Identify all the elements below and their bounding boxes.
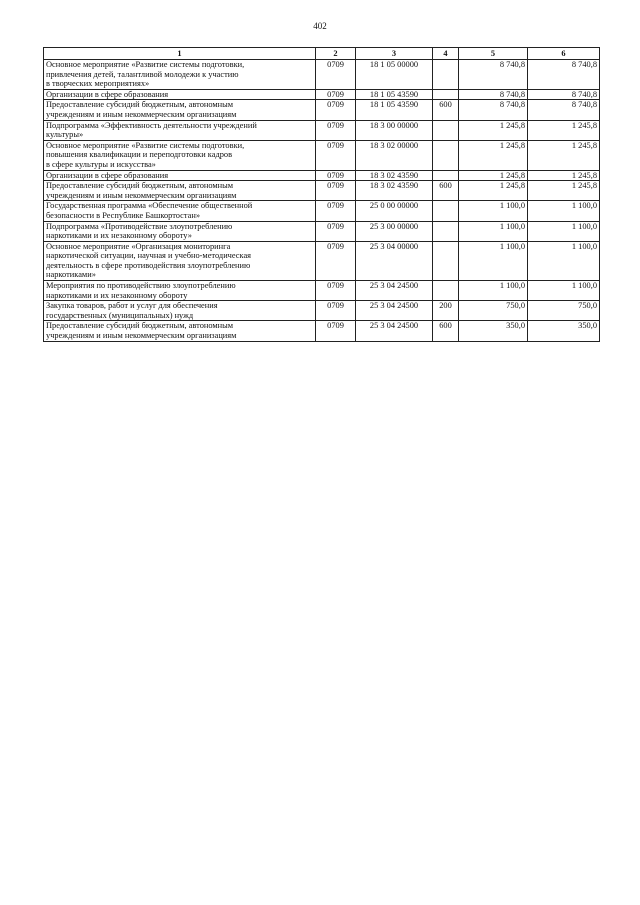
row-type: 600 <box>433 321 459 341</box>
column-header-4: 4 <box>433 48 459 60</box>
row-type <box>433 140 459 170</box>
row-amount-2: 8 740,8 <box>528 89 600 100</box>
row-name: Государственная программа «Обеспечение общественной безопасности в Республике Башкортостан» <box>44 201 316 221</box>
row-name: Основное мероприятие «Организация мониторинга наркотической ситуации, научная и учебно-методическая деятельность в сфере противодействия злоупотреблению наркотиками» <box>44 241 316 280</box>
row-section: 0709 <box>316 100 356 120</box>
row-name: Подпрограмма «Противодействие злоупотреблению наркотиками и их незаконному обороту» <box>44 221 316 241</box>
table-row <box>44 100 600 120</box>
row-amount-2: 1 245,8 <box>528 120 600 140</box>
row-type <box>433 281 459 301</box>
row-type <box>433 170 459 181</box>
table-row <box>44 120 600 140</box>
row-amount-2: 8 740,8 <box>528 100 600 120</box>
row-section: 0709 <box>316 140 356 170</box>
row-amount-2: 1 100,0 <box>528 201 600 221</box>
table-row <box>44 140 600 170</box>
row-amount-2: 8 740,8 <box>528 60 600 90</box>
row-name: Основное мероприятие «Развитие системы подготовки, привлечения детей, талантливой молодежи к участию в творческих мероприятиях» <box>44 60 316 90</box>
row-section: 0709 <box>316 301 356 321</box>
table-header <box>44 48 600 60</box>
column-header-3: 3 <box>356 48 433 60</box>
row-amount-1: 1 245,8 <box>459 181 528 201</box>
row-amount-2: 1 100,0 <box>528 221 600 241</box>
table-row <box>44 301 600 321</box>
table-row <box>44 181 600 201</box>
table-row <box>44 321 600 341</box>
row-code: 18 1 05 00000 <box>356 60 433 90</box>
row-code: 25 0 00 00000 <box>356 201 433 221</box>
row-amount-1: 350,0 <box>459 321 528 341</box>
column-header-1: 1 <box>44 48 316 60</box>
row-name: Предоставление субсидий бюджетным, автономным учреждениям и иным некоммерческим организациям <box>44 181 316 201</box>
page-number: 402 <box>313 21 327 31</box>
row-code: 18 1 05 43590 <box>356 100 433 120</box>
table-row <box>44 221 600 241</box>
row-type: 200 <box>433 301 459 321</box>
row-amount-2: 1 245,8 <box>528 140 600 170</box>
row-name: Предоставление субсидий бюджетным, автономным учреждениям и иным некоммерческим организациям <box>44 100 316 120</box>
row-section: 0709 <box>316 120 356 140</box>
table-row <box>44 170 600 181</box>
row-name: Подпрограмма «Эффективность деятельности учреждений культуры» <box>44 120 316 140</box>
row-name: Мероприятия по противодействию злоупотреблению наркотиками и их незаконному обороту <box>44 281 316 301</box>
row-section: 0709 <box>316 321 356 341</box>
row-name: Предоставление субсидий бюджетным, автономным учреждениям и иным некоммерческим организациям <box>44 321 316 341</box>
column-header-6: 6 <box>528 48 600 60</box>
row-code: 25 3 04 24500 <box>356 281 433 301</box>
row-code: 18 3 00 00000 <box>356 120 433 140</box>
row-amount-1: 750,0 <box>459 301 528 321</box>
row-type: 600 <box>433 100 459 120</box>
row-code: 18 3 02 00000 <box>356 140 433 170</box>
table-row <box>44 60 600 90</box>
row-amount-1: 1 245,8 <box>459 140 528 170</box>
row-section: 0709 <box>316 89 356 100</box>
row-name: Организации в сфере образования <box>44 170 316 181</box>
table-row <box>44 241 600 280</box>
row-amount-1: 1 100,0 <box>459 201 528 221</box>
row-section: 0709 <box>316 170 356 181</box>
row-amount-2: 1 245,8 <box>528 181 600 201</box>
table-row <box>44 89 600 100</box>
row-code: 18 3 02 43590 <box>356 170 433 181</box>
row-amount-2: 1 100,0 <box>528 241 600 280</box>
row-code: 25 3 04 00000 <box>356 241 433 280</box>
row-amount-1: 8 740,8 <box>459 89 528 100</box>
table-row <box>44 201 600 221</box>
row-code: 25 3 04 24500 <box>356 301 433 321</box>
row-type <box>433 241 459 280</box>
row-amount-1: 1 245,8 <box>459 170 528 181</box>
row-code: 25 3 00 00000 <box>356 221 433 241</box>
budget-table <box>43 47 600 342</box>
row-code: 25 3 04 24500 <box>356 321 433 341</box>
row-section: 0709 <box>316 181 356 201</box>
row-amount-2: 1 100,0 <box>528 281 600 301</box>
row-section: 0709 <box>316 241 356 280</box>
row-amount-1: 1 100,0 <box>459 241 528 280</box>
row-section: 0709 <box>316 201 356 221</box>
row-type <box>433 120 459 140</box>
row-section: 0709 <box>316 281 356 301</box>
row-amount-1: 8 740,8 <box>459 100 528 120</box>
row-type <box>433 221 459 241</box>
row-name: Основное мероприятие «Развитие системы подготовки, повышения квалификации и переподготовки кадров в сфере культуры и искусства» <box>44 140 316 170</box>
row-amount-1: 1 100,0 <box>459 281 528 301</box>
column-header-5: 5 <box>459 48 528 60</box>
row-name: Закупка товаров, работ и услуг для обеспечения государственных (муниципальных) нужд <box>44 301 316 321</box>
row-type <box>433 60 459 90</box>
row-amount-1: 8 740,8 <box>459 60 528 90</box>
header-row <box>44 48 600 60</box>
row-code: 18 3 02 43590 <box>356 181 433 201</box>
row-amount-1: 1 245,8 <box>459 120 528 140</box>
table-body <box>44 60 600 342</box>
row-type: 600 <box>433 181 459 201</box>
row-amount-2: 350,0 <box>528 321 600 341</box>
row-section: 0709 <box>316 221 356 241</box>
row-section: 0709 <box>316 60 356 90</box>
row-amount-2: 750,0 <box>528 301 600 321</box>
row-type <box>433 89 459 100</box>
table-row <box>44 281 600 301</box>
column-header-2: 2 <box>316 48 356 60</box>
row-type <box>433 201 459 221</box>
row-code: 18 1 05 43590 <box>356 89 433 100</box>
row-amount-1: 1 100,0 <box>459 221 528 241</box>
row-amount-2: 1 245,8 <box>528 170 600 181</box>
row-name: Организации в сфере образования <box>44 89 316 100</box>
